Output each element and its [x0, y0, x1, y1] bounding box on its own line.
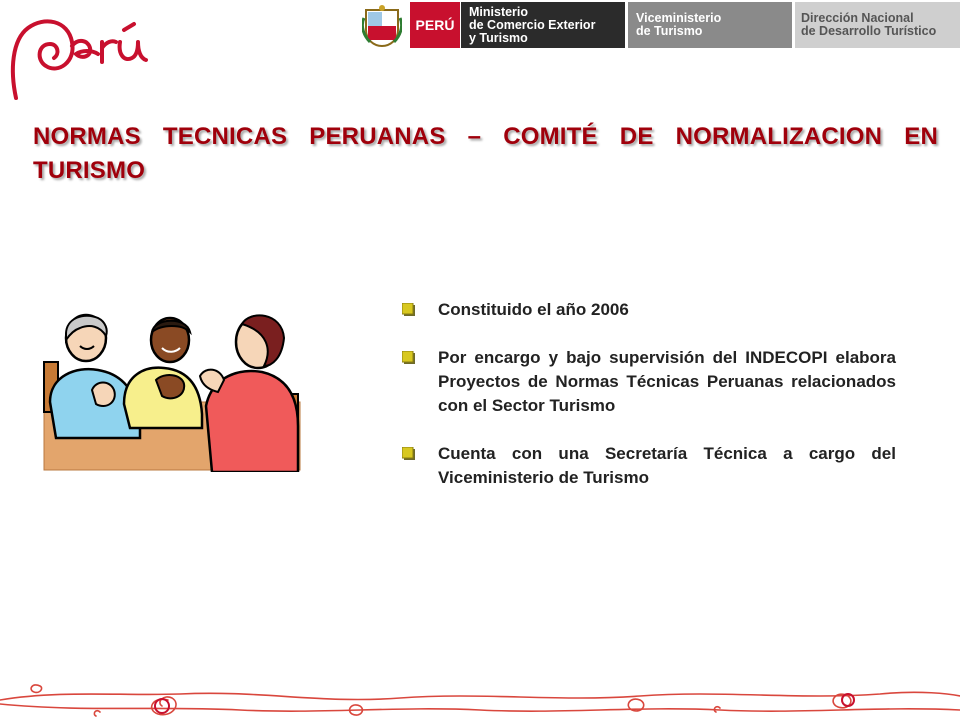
ministry-line: Ministerio [469, 5, 529, 19]
viceministry-line: de Turismo [636, 24, 703, 38]
list-item [398, 442, 896, 490]
list-item [398, 298, 896, 322]
checkbox-bullet-icon [402, 303, 416, 317]
direction-label [795, 2, 960, 48]
peru-brand-logo [6, 10, 156, 102]
bullet-text: Constituido el año 2006 [438, 300, 629, 319]
slide-title-line2: TURISMO [33, 157, 146, 184]
ministry-line: y Turismo [469, 31, 528, 45]
viceministry-line: Viceministerio [636, 11, 722, 25]
footer-swirl-decoration [0, 660, 960, 720]
slide-title-line1: NORMAS TECNICAS PERUANAS – COMITÉ DE NORMALIZACION EN [33, 123, 938, 150]
viceministry-label [628, 2, 792, 48]
list-item [398, 346, 896, 418]
bullet-list [398, 298, 896, 514]
ministry-label [461, 2, 625, 48]
direction-line: Dirección Nacional [801, 11, 914, 25]
ministry-line: de Comercio Exterior [469, 18, 596, 32]
checkbox-bullet-icon [402, 351, 416, 365]
peru-coat-of-arms-icon [362, 4, 402, 48]
bullet-text: Cuenta con una Secretaría Técnica a cargo del Viceministerio de Turismo [438, 444, 896, 487]
peru-tag: PERÚ [410, 2, 460, 48]
checkbox-bullet-icon [402, 447, 416, 461]
slide-title [33, 120, 938, 188]
bullet-text: Por encargo y bajo supervisión del INDECOPI elabora Proyectos de Normas Técnicas Peruanas relacionados con el Sector Turismo [438, 348, 896, 415]
business-meeting-clipart [36, 310, 302, 472]
direction-line: de Desarrollo Turístico [801, 24, 937, 38]
